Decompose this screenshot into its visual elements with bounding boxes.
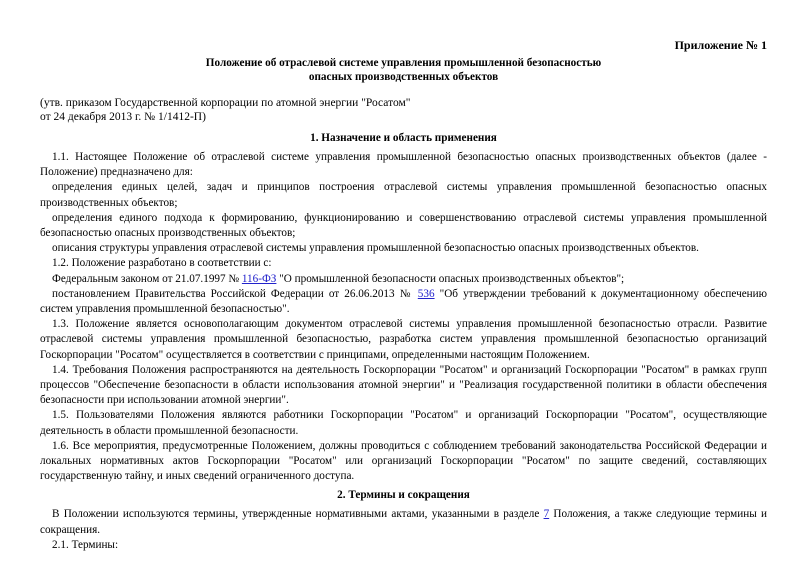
title-line-1: Положение об отраслевой системе управления промышленной безопасностью [205,57,602,69]
approval-note [40,97,640,124]
paragraph-1-1: 1.1. Настоящее Положение об отраслевой системе управления промышленной безопасностью опасных производственных объектов (далее - Положение) предназначено для: [40,151,767,179]
intro-suffix: Положения, а также следующие термины и сокращения. [40,508,767,536]
law-suffix: "О промышленной безопасности опасных производственных объектов"; [276,272,625,285]
document-title [40,57,767,84]
paragraph-1-1-a: определения единых целей, задач и принципов построения отраслевой системы управления промышленной безопасностью опасных производственных объектов; [40,181,767,209]
paragraph-2-1: 2.1. Термины: [52,538,119,551]
section-7-link[interactable]: 7 [543,508,550,521]
paragraph-law-reference [40,272,767,287]
paragraph-1-3: 1.3. Положение является основополагающим документом отраслевой системы управления промышленной безопасностью отрасли. Развитие отраслевой системы управления промышленной безопасностью, разработка систем управления промышленной безопасностью организаций Госкорпорации "Росатом" осуществляется в соответствии с принципами, определенными настоящим Положением. [40,318,767,361]
section-1-heading: 1. Назначение и область применения [310,132,497,144]
law-116-fz-link[interactable]: 116-ФЗ [241,272,277,285]
decree-suffix: "Об утверждении требований к документационному обеспечению систем управления промышленной безопасностью". [40,287,768,316]
title-line-2: опасных производственных объектов [308,70,499,83]
paragraph-1-6: 1.6. Все мероприятия, предусмотренные Положением, должны проводиться с соблюдением требований законодательства Российской Федерации и локальных нормативных актов Госкорпорации "Росатом" или организаций Госкорпорации "Росатом" по защите сведений, составляющих государственную тайну, и иных сведений ограниченного доступа. [40,439,767,483]
document-body [40,131,767,553]
appendix-label: Приложение № 1 [674,38,767,52]
paragraph-1-4: 1.4. Требования Положения распространяются на деятельность Госкорпорации "Росатом" и организаций Госкорпорации "Росатом" в рамках групп процессов "Обеспечение безопасности в области использования атомной энергии" и "Реализация государственной политики в области обеспечения безопасности при использовании атомной энергии". [40,363,767,407]
paragraph-2-intro [40,507,767,537]
paragraph-decree-reference [40,287,767,317]
decree-prefix: постановлением Правительства Российской Федерации от 26.06.2013 № [52,287,418,300]
paragraph-1-1-b: определения единого подхода к формированию, функционированию и совершенствованию отраслевой системы управления промышленной безопасностью опасных производственных объектов; [40,211,767,240]
decree-536-link[interactable]: 536 [417,287,435,300]
paragraph-1-5: 1.5. Пользователями Положения являются работники Госкорпорации "Росатом" и организаций Госкорпорации "Росатом", осуществляющие деятельность в области промышленной безопасности. [40,409,767,437]
law-prefix: Федеральным законом от 21.07.1997 № [52,272,242,285]
approval-line-1: (утв. приказом Государственной корпорации по атомной энергии "Росатом" [40,97,411,109]
approval-line-2: от 24 декабря 2013 г. № 1/1412-П) [40,110,206,123]
paragraph-1-1-c: описания структуры управления отраслевой системы управления промышленной безопасностью опасных производственных объектов. [52,242,699,255]
intro-prefix: В Положении используются термины, утвержденные нормативными актами, указанными в разделе [52,508,544,521]
paragraph-1-2: 1.2. Положение разработано в соответствии с: [52,257,272,270]
section-2-heading: 2. Термины и сокращения [337,489,470,502]
